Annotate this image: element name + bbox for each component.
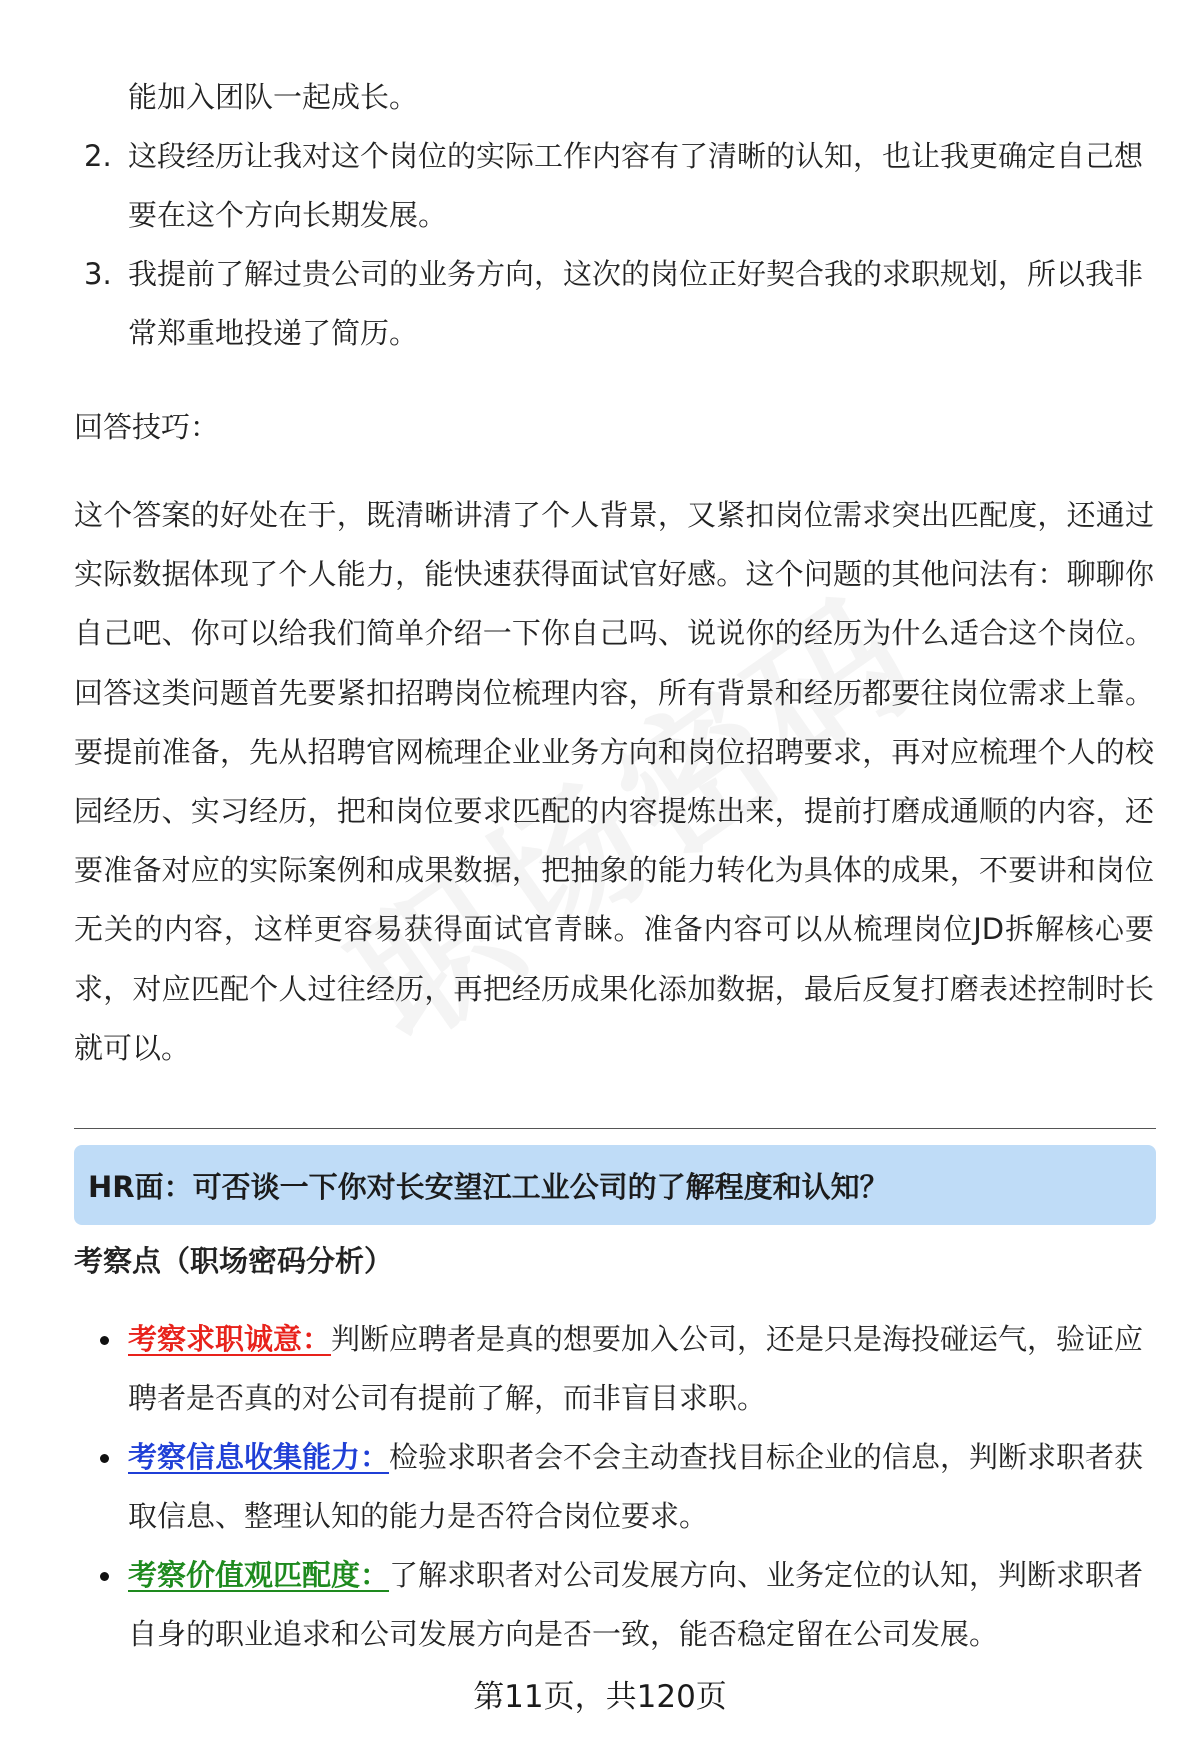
points-title: 考察点（职场密码分析） xyxy=(74,1244,394,1278)
list-number: 2. xyxy=(84,139,112,173)
list-item xyxy=(74,1546,1154,1664)
list-item xyxy=(74,127,1154,245)
hr-question-box xyxy=(74,1145,1156,1225)
list-item-text: 能加入团队一起成长。 xyxy=(128,80,419,114)
hr-question-text: HR面：可否谈一下你对长安望江工业公司的了解程度和认知？ xyxy=(88,1169,889,1204)
numbered-list xyxy=(74,68,1154,363)
list-item xyxy=(74,1310,1154,1428)
list-item xyxy=(74,68,1154,127)
point-text: 检验求职者会不会主动查找目标企业的信息，判断求职者获取信息、整理认知的能力是否符合岗位要求。 xyxy=(128,1440,1144,1533)
bullet-icon xyxy=(100,1336,109,1345)
point-keyword: 考察求职诚意： xyxy=(128,1322,332,1356)
list-item xyxy=(74,1428,1154,1546)
point-keyword: 考察信息收集能力： xyxy=(128,1440,390,1474)
bullet-icon xyxy=(100,1454,109,1463)
point-keyword: 考察价值观匹配度： xyxy=(128,1558,390,1592)
point-text: 了解求职者对公司发展方向、业务定位的认知，判断求职者自身的职业追求和公司发展方向是否一致，能否稳定留在公司发展。 xyxy=(128,1558,1144,1651)
tips-body: 这个答案的好处在于，既清晰讲清了个人背景，又紧扣岗位需求突出匹配度，还通过实际数据体现了个人能力，能快速获得面试官好感。这个问题的其他问法有：聊聊你自己吧、你可以给我们简单介绍一下你自己吗、说说你的经历为什么适合这个岗位。回答这类问题首先要紧扣招聘岗位梳理内容，所有背景和经历都要往岗位需求上靠。要提前准备，先从招聘官网梳理企业业务方向和岗位招聘要求，再对应梳理个人的校园经历、实习经历，把和岗位要求匹配的内容提炼出来，提前打磨成通顺的内容，还要准备对应的实际案例和成果数据，把抽象的能力转化为具体的成果，不要讲和岗位无关的内容，这样更容易获得面试官青睐。准备内容可以从梳理岗位JD拆解核心要求，对应匹配个人过往经历，再把经历成果化添加数据，最后反复打磨表述控制时长就可以。 xyxy=(74,498,1154,1065)
point-text: 判断应聘者是真的想要加入公司，还是只是海投碰运气，验证应聘者是否真的对公司有提前了解，而非盲目求职。 xyxy=(128,1322,1144,1415)
tips-label: 回答技巧： xyxy=(74,410,220,444)
points-list xyxy=(74,1310,1154,1664)
bullet-icon xyxy=(100,1572,109,1581)
list-item xyxy=(74,245,1154,363)
page-footer: 第11页，共120页 xyxy=(473,1679,727,1715)
list-item-text: 我提前了解过贵公司的业务方向，这次的岗位正好契合我的求职规划，所以我非常郑重地投递了简历。 xyxy=(128,257,1144,350)
list-number: 3. xyxy=(84,257,112,291)
list-item-text: 这段经历让我对这个岗位的实际工作内容有了清晰的认知，也让我更确定自己想要在这个方向长期发展。 xyxy=(128,139,1144,232)
section-divider xyxy=(74,1128,1156,1129)
